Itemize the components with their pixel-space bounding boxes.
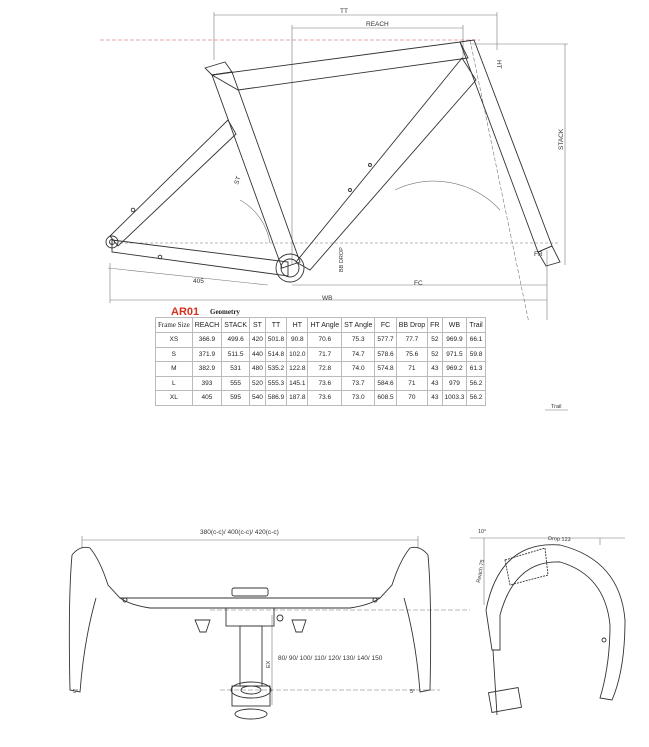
geometry-cell: 371.9 [192, 347, 222, 362]
geometry-cell: 595 [222, 391, 250, 406]
top-tube [212, 42, 468, 90]
geometry-cell: 393 [192, 376, 222, 391]
stem [240, 626, 262, 686]
geometry-cell: 52 [428, 347, 442, 362]
geometry-row [156, 347, 486, 362]
geometry-cell: 43 [428, 391, 442, 406]
head-tube [460, 40, 552, 252]
wb-label: WB [322, 295, 333, 302]
geometry-cell: 514.8 [265, 347, 286, 362]
tt-label: TT [340, 8, 348, 15]
frame-geometry-diagram [0, 0, 649, 320]
column-header: FR [428, 318, 442, 333]
geometry-cell: 71 [396, 376, 427, 391]
column-header: HT Angle [308, 318, 342, 333]
geometry-cell: 90.8 [287, 333, 308, 348]
geometry-cell: 102.0 [287, 347, 308, 362]
geometry-cell: 73.0 [342, 391, 375, 406]
geometry-cell: 420 [250, 333, 266, 348]
geometry-cell: 70 [396, 391, 427, 406]
frame-size-cell: XL [156, 391, 193, 406]
geometry-cell: 969.9 [442, 333, 467, 348]
geometry-cell: 73.6 [308, 376, 342, 391]
geometry-cell: 71 [396, 362, 427, 377]
left-angle-label: 5° [73, 689, 79, 695]
geometry-cell: 59.8 [467, 347, 485, 362]
column-header: Trail [467, 318, 485, 333]
stack-label: STACK [558, 128, 565, 150]
geometry-cell: 75.3 [342, 333, 375, 348]
chainstay-dimension-line [108, 268, 268, 285]
geometry-cell: 73.6 [308, 391, 342, 406]
reach-label: REACH [366, 21, 389, 28]
fc-label: FC [414, 280, 423, 287]
geometry-cell: 511.5 [222, 347, 250, 362]
geometry-cell: 577.7 [375, 333, 396, 348]
geometry-cell: 586.9 [265, 391, 286, 406]
chain-stay [112, 240, 288, 276]
column-header: ST [250, 318, 266, 333]
geometry-cell: 405 [192, 391, 222, 406]
geometry-cell: 52 [428, 333, 442, 348]
geometry-cell: 74.7 [342, 347, 375, 362]
geometry-cell: 61.3 [467, 362, 485, 377]
geometry-cell: 555.3 [265, 376, 286, 391]
geometry-cell: 74.0 [342, 362, 375, 377]
geometry-cell: 501.8 [265, 333, 286, 348]
handlebar-front-view [69, 547, 430, 719]
geometry-cell: 1003.3 [442, 391, 467, 406]
geometry-row [156, 333, 486, 348]
geometry-cell: 555 [222, 376, 250, 391]
bar-width-label: 380(c-c)/ 400(c-c)/ 420(c-c) [200, 529, 279, 536]
geometry-cell: 366.9 [192, 333, 222, 348]
column-header: FC [375, 318, 396, 333]
geometry-cell: 531 [222, 362, 250, 377]
geometry-cell: 72.8 [308, 362, 342, 377]
st-label: ST [233, 175, 243, 186]
geometry-cell: 75.6 [396, 347, 427, 362]
geometry-cell: 979 [442, 376, 467, 391]
reach-label-bar: Reach 75 [476, 559, 487, 584]
geometry-header-row [156, 318, 486, 333]
frame-size-cell: XS [156, 333, 193, 348]
seat-stay [110, 120, 236, 246]
geometry-cell: 499.6 [222, 333, 250, 348]
geometry-cell: 382.9 [192, 362, 222, 377]
geometry-cell: 535.2 [265, 362, 286, 377]
geometry-cell: 56.2 [467, 376, 485, 391]
geometry-cell: 43 [428, 376, 442, 391]
bike-frame [106, 40, 560, 282]
geometry-cell: 187.8 [287, 391, 308, 406]
chainstay-label: 405 [193, 278, 204, 285]
seat-tube [212, 72, 300, 268]
geometry-cell: 70.6 [308, 333, 342, 348]
column-header: HT [287, 318, 308, 333]
angle-label: 10° [478, 529, 487, 535]
geometry-cell: 43 [428, 362, 442, 377]
geometry-cell: 608.5 [375, 391, 396, 406]
right-angle-label: 5° [410, 689, 416, 695]
geometry-cell: 440 [250, 347, 266, 362]
handlebar-diagram [0, 500, 649, 747]
frame-size-cell: S [156, 347, 193, 362]
column-header: ST Angle [342, 318, 375, 333]
geometry-cell: 578.6 [375, 347, 396, 362]
geometry-row [156, 376, 486, 391]
geometry-title: Geometry [210, 308, 240, 316]
bottom-bracket [276, 254, 304, 282]
geometry-cell: 969.2 [442, 362, 467, 377]
column-header: WB [442, 318, 467, 333]
trail-label: Trail [551, 404, 562, 410]
handlebar-side-view [486, 545, 625, 715]
drop-label: Drop 123 [547, 536, 571, 544]
geometry-cell: 971.5 [442, 347, 467, 362]
geometry-cell: 56.2 [467, 391, 485, 406]
geometry-cell: 584.6 [375, 376, 396, 391]
column-header: TT [265, 318, 286, 333]
column-header: STACK [222, 318, 250, 333]
column-header: BB Drop [396, 318, 427, 333]
geometry-cell: 73.7 [342, 376, 375, 391]
ht-label: HT [495, 60, 502, 69]
stem-lengths-label: 80/ 90/ 100/ 110/ 120/ 130/ 140/ 150 [278, 655, 383, 662]
column-header: REACH [192, 318, 222, 333]
geometry-cell: 71.7 [308, 347, 342, 362]
geometry-cell: 574.8 [375, 362, 396, 377]
geometry-cell: 66.1 [467, 333, 485, 348]
model-name: AR01 [171, 306, 200, 318]
geometry-table [155, 317, 486, 406]
frame-size-cell: L [156, 376, 193, 391]
column-header: Frame Size [156, 318, 193, 333]
bb-drop-label: BB DROP [339, 247, 345, 272]
geometry-cell: 540 [250, 391, 266, 406]
computer-mount [232, 588, 268, 596]
down-tube [296, 58, 476, 270]
geometry-cell: 122.8 [287, 362, 308, 377]
geometry-cell: 480 [250, 362, 266, 377]
geometry-cell: 145.1 [287, 376, 308, 391]
geometry-cell: 520 [250, 376, 266, 391]
geometry-row [156, 362, 486, 377]
geometry-cell: 77.7 [396, 333, 427, 348]
fr-label: FR [534, 251, 543, 258]
frame-size-cell: M [156, 362, 193, 377]
extension-label: EX [266, 660, 272, 668]
